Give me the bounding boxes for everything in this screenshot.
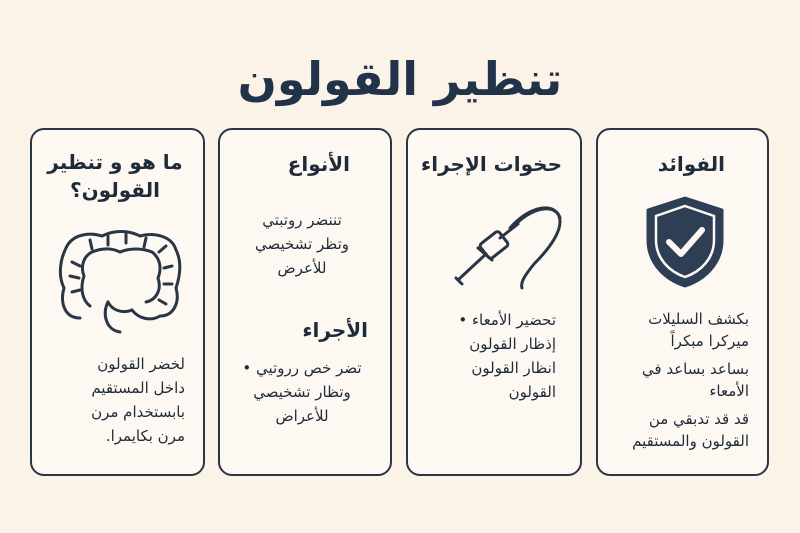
card-body: [232, 208, 372, 280]
body-line: ميركرا مبكراً: [670, 332, 749, 350]
card-what-is: [30, 128, 205, 476]
body-line: لخضر القولون: [97, 355, 185, 373]
body-line: للأعراض: [275, 407, 329, 425]
card-heading: حخوات الإجراء: [421, 152, 562, 176]
body-line: إذظار القولون: [469, 335, 556, 353]
card-body: [45, 352, 185, 448]
body-line: وتظار تشخيصي: [253, 383, 351, 401]
card-body: [609, 308, 749, 452]
body-line: بابستخدام مرن: [91, 403, 185, 421]
body-line: قد قد تدبقي من: [648, 410, 749, 428]
body-line: وتظر تشخيصي: [254, 235, 350, 253]
card-subheading: الأجراء: [302, 318, 368, 342]
card-body-2: [232, 356, 372, 428]
body-line: الأمعاء: [709, 382, 749, 400]
body-line: تننضر روتبتي: [262, 211, 342, 229]
body-line: انظار القولون: [471, 359, 556, 377]
page-title: تنظير القولون: [237, 52, 563, 106]
body-line: تضر خص رروتيي •: [242, 359, 362, 377]
body-line: داخل المستقيم: [91, 379, 185, 397]
card-body: [416, 308, 556, 404]
body-line: القولون: [508, 383, 556, 401]
body-line: مرن بكايمرا.: [105, 427, 185, 445]
card-heading: الفوائد: [657, 152, 725, 176]
card-benefits: [596, 128, 769, 476]
colonoscope-icon: [448, 194, 568, 294]
card-types: [218, 128, 392, 476]
body-line: القولون والمستقيم: [632, 432, 749, 450]
body-line: للأعرض: [277, 259, 327, 277]
card-heading: ما هو و تنظير القولون؟: [47, 150, 183, 202]
card-heading: الأنواع: [287, 152, 350, 176]
card-procedure-steps: [406, 128, 582, 476]
body-line: بساعد بساعد في: [641, 360, 749, 378]
body-line: بكشف السليلات: [648, 310, 749, 328]
shield-check-icon: [642, 194, 728, 290]
body-line: تحضير الأمعاء •: [458, 311, 556, 329]
colon-icon: [50, 218, 190, 338]
